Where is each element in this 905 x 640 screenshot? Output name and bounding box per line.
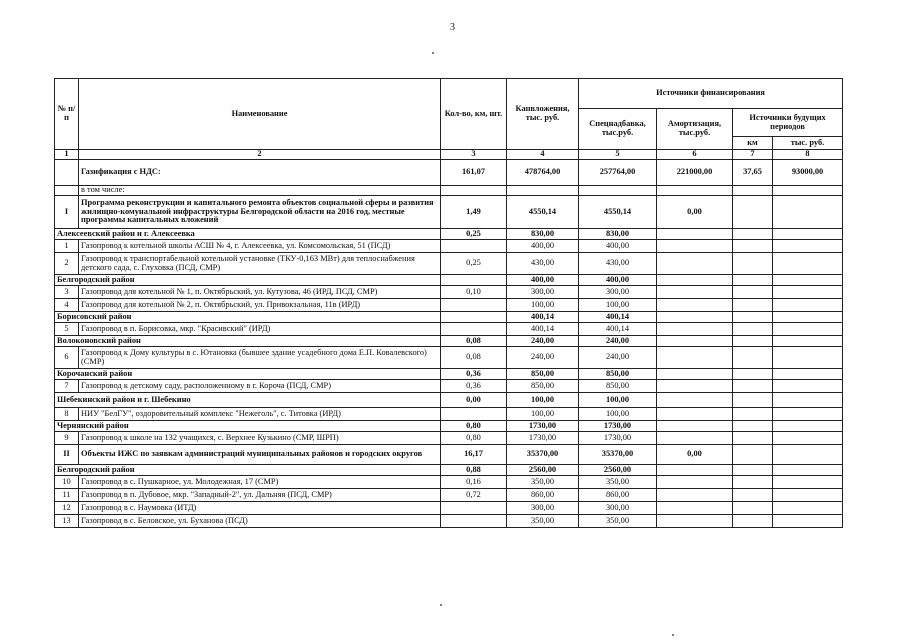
row-number: II xyxy=(55,445,79,465)
table-row xyxy=(55,160,843,186)
row-number: I xyxy=(55,196,79,229)
row-surcharge: 4550,14 xyxy=(579,196,657,229)
row-surcharge: 100,00 xyxy=(579,299,657,312)
row-future-km xyxy=(733,465,773,476)
row-amortization xyxy=(657,240,733,253)
row-future-km xyxy=(733,432,773,445)
row-future-km xyxy=(733,299,773,312)
row-number: 7 xyxy=(55,380,79,393)
row-investment: 300,00 xyxy=(507,502,579,515)
row-future-km xyxy=(733,253,773,275)
row-future-km xyxy=(733,229,773,240)
table-row xyxy=(55,240,843,253)
row-future-sum xyxy=(773,240,843,253)
row-quantity: 16,17 xyxy=(441,445,507,465)
row-investment: 478764,00 xyxy=(507,160,579,186)
row-future-km xyxy=(733,421,773,432)
row-name: Программа реконструкции и капитального ремонта объектов социальной сферы и развития жилищно-комунальной инфраструктуры Белгородской области на 2016 год, местные программы капитальных вложений xyxy=(79,196,441,229)
table-row xyxy=(55,432,843,445)
row-investment: 100,00 xyxy=(507,408,579,421)
row-quantity: 0,36 xyxy=(441,380,507,393)
row-future-sum: 93000,00 xyxy=(773,160,843,186)
row-future-km xyxy=(733,515,773,528)
row-investment: 100,00 xyxy=(507,299,579,312)
row-name: Газопровод в с. Пушкарное, ул. Молодежная, 17 (СМР) xyxy=(79,476,441,489)
table-row xyxy=(55,275,843,286)
row-quantity: 161,07 xyxy=(441,160,507,186)
table-row xyxy=(55,489,843,502)
table-row xyxy=(55,336,843,347)
row-name: Газопровод для котельной № 1, п. Октябрьский, ул. Кутузова, 46 (ИРД, ПСД, СМР) xyxy=(79,286,441,299)
table-row xyxy=(55,421,843,432)
row-future-km xyxy=(733,445,773,465)
col-number: 5 xyxy=(579,150,657,160)
row-surcharge: 300,00 xyxy=(579,502,657,515)
row-quantity xyxy=(441,323,507,336)
row-quantity: 0,25 xyxy=(441,229,507,240)
row-investment: 4550,14 xyxy=(507,196,579,229)
row-surcharge: 860,00 xyxy=(579,489,657,502)
row-future-sum xyxy=(773,299,843,312)
district-name: Волоконовский район xyxy=(55,336,441,347)
row-amortization xyxy=(657,393,733,408)
table-row xyxy=(55,393,843,408)
row-surcharge: 830,00 xyxy=(579,229,657,240)
row-surcharge: 240,00 xyxy=(579,336,657,347)
row-amortization xyxy=(657,336,733,347)
row-quantity xyxy=(441,299,507,312)
row-quantity xyxy=(441,240,507,253)
row-future-km xyxy=(733,196,773,229)
row-number xyxy=(55,160,79,186)
district-name: Белгородский район xyxy=(55,465,441,476)
header-invest: Капвложения, тыс. руб. xyxy=(507,79,579,150)
row-surcharge: 2560,00 xyxy=(579,465,657,476)
header-km: км xyxy=(733,137,773,150)
row-future-km xyxy=(733,380,773,393)
row-name: НИУ "БелГУ", оздоровительный комплекс "Нежеголь", с. Титовка (ИРД) xyxy=(79,408,441,421)
row-quantity: 0,16 xyxy=(441,476,507,489)
row-future-sum xyxy=(773,421,843,432)
row-surcharge: 400,14 xyxy=(579,312,657,323)
row-investment: 350,00 xyxy=(507,515,579,528)
row-surcharge: 240,00 xyxy=(579,347,657,369)
row-quantity: 0,80 xyxy=(441,432,507,445)
row-name: Газопровод в п. Борисовка, мкр. "Красивский" (ИРД) xyxy=(79,323,441,336)
row-investment: 350,00 xyxy=(507,476,579,489)
row-investment: 400,00 xyxy=(507,240,579,253)
row-amortization: 0,00 xyxy=(657,196,733,229)
row-investment: 400,14 xyxy=(507,323,579,336)
row-number: 4 xyxy=(55,299,79,312)
row-amortization xyxy=(657,489,733,502)
row-surcharge: 350,00 xyxy=(579,515,657,528)
row-future-km: 37,65 xyxy=(733,160,773,186)
row-quantity xyxy=(441,408,507,421)
scan-speck xyxy=(432,52,434,54)
row-surcharge: 850,00 xyxy=(579,380,657,393)
row-future-km xyxy=(733,369,773,380)
row-future-sum xyxy=(773,489,843,502)
table-row xyxy=(55,312,843,323)
row-future-sum xyxy=(773,286,843,299)
row-name: Объекты ИЖС по заявкам администраций муниципальных районов и городских округов xyxy=(79,445,441,465)
scan-speck xyxy=(672,634,674,636)
row-surcharge: 430,00 xyxy=(579,253,657,275)
row-number: 11 xyxy=(55,489,79,502)
row-future-km xyxy=(733,489,773,502)
row-amortization xyxy=(657,186,733,196)
row-surcharge: 300,00 xyxy=(579,286,657,299)
row-future-sum xyxy=(773,186,843,196)
row-quantity xyxy=(441,502,507,515)
row-name: Газопровод для котельной № 2, п. Октябрьский, ул. Привокзальная, 11в (ИРД) xyxy=(79,299,441,312)
table-row xyxy=(55,253,843,275)
row-future-km xyxy=(733,347,773,369)
row-amortization xyxy=(657,369,733,380)
row-surcharge: 257764,00 xyxy=(579,160,657,186)
row-investment: 850,00 xyxy=(507,380,579,393)
row-future-km xyxy=(733,502,773,515)
district-name: Алексеевский район и г. Алексеевка xyxy=(55,229,441,240)
row-number: 12 xyxy=(55,502,79,515)
table-row xyxy=(55,445,843,465)
row-surcharge: 400,00 xyxy=(579,240,657,253)
header-surcharge: Спецнадбавка, тыс.руб. xyxy=(579,109,657,150)
row-future-sum xyxy=(773,380,843,393)
row-number: 13 xyxy=(55,515,79,528)
row-investment: 2560,00 xyxy=(507,465,579,476)
table-row xyxy=(55,515,843,528)
row-future-sum xyxy=(773,445,843,465)
row-amortization xyxy=(657,229,733,240)
table-row xyxy=(55,286,843,299)
row-investment: 430,00 xyxy=(507,253,579,275)
header-future-periods: Источники будущих периодов xyxy=(733,109,843,137)
row-future-sum xyxy=(773,432,843,445)
col-number: 6 xyxy=(657,150,733,160)
row-amortization xyxy=(657,465,733,476)
row-future-sum xyxy=(773,476,843,489)
row-investment: 35370,00 xyxy=(507,445,579,465)
table-row xyxy=(55,476,843,489)
scan-speck xyxy=(440,604,442,606)
row-surcharge: 100,00 xyxy=(579,393,657,408)
row-amortization xyxy=(657,323,733,336)
row-amortization xyxy=(657,476,733,489)
row-future-sum xyxy=(773,369,843,380)
row-amortization xyxy=(657,432,733,445)
row-name: Газопровод к транспортабельной котельной установке (ТКУ-0,163 МВт) для теплоснабжения детского сада, с. Глуховка (ПСД, СМР) xyxy=(79,253,441,275)
row-future-km xyxy=(733,275,773,286)
row-quantity: 0,25 xyxy=(441,253,507,275)
row-number: 3 xyxy=(55,286,79,299)
header-trub: тыс. руб. xyxy=(773,137,843,150)
row-investment: 400,14 xyxy=(507,312,579,323)
col-number: 1 xyxy=(55,150,79,160)
row-future-km xyxy=(733,408,773,421)
col-number: 3 xyxy=(441,150,507,160)
row-quantity: 0,88 xyxy=(441,465,507,476)
row-future-sum xyxy=(773,275,843,286)
row-investment: 100,00 xyxy=(507,393,579,408)
row-number: 9 xyxy=(55,432,79,445)
row-future-sum xyxy=(773,502,843,515)
row-name: Газопровод в с. Наумовка (ИТД) xyxy=(79,502,441,515)
table-row xyxy=(55,380,843,393)
table-row xyxy=(55,229,843,240)
row-number xyxy=(55,186,79,196)
district-name: Корочанский район xyxy=(55,369,441,380)
row-investment: 240,00 xyxy=(507,336,579,347)
row-investment xyxy=(507,186,579,196)
row-future-sum xyxy=(773,515,843,528)
row-amortization xyxy=(657,380,733,393)
row-investment: 860,00 xyxy=(507,489,579,502)
row-amortization xyxy=(657,421,733,432)
row-future-sum xyxy=(773,465,843,476)
row-name: Газопровод к детскому саду, расположенному в г. Короча (ПСД, СМР) xyxy=(79,380,441,393)
row-investment: 300,00 xyxy=(507,286,579,299)
district-name: Борисовский район xyxy=(55,312,441,323)
col-number: 8 xyxy=(773,150,843,160)
page-number: 3 xyxy=(450,22,455,33)
col-number: 2 xyxy=(79,150,441,160)
row-future-sum xyxy=(773,253,843,275)
row-amortization xyxy=(657,515,733,528)
row-amortization xyxy=(657,275,733,286)
row-number: 1 xyxy=(55,240,79,253)
row-quantity: 0,10 xyxy=(441,286,507,299)
row-surcharge: 35370,00 xyxy=(579,445,657,465)
row-quantity: 0,00 xyxy=(441,393,507,408)
financing-table xyxy=(54,78,843,528)
row-amortization: 0,00 xyxy=(657,445,733,465)
row-quantity: 1,49 xyxy=(441,196,507,229)
table-row xyxy=(55,369,843,380)
header-qty: Кол-во, км, шт. xyxy=(441,79,507,150)
row-investment: 1730,00 xyxy=(507,421,579,432)
row-future-sum xyxy=(773,196,843,229)
district-name: Чернянский район xyxy=(55,421,441,432)
row-surcharge xyxy=(579,186,657,196)
row-amortization xyxy=(657,286,733,299)
row-name: Газопровод к школе на 132 учащихся, с. Верхнее Кузькино (СМР, ШРП) xyxy=(79,432,441,445)
table-row xyxy=(55,408,843,421)
row-quantity: 0,80 xyxy=(441,421,507,432)
table-row xyxy=(55,465,843,476)
header-name: Наименование xyxy=(79,79,441,150)
row-quantity: 0,72 xyxy=(441,489,507,502)
row-future-sum xyxy=(773,393,843,408)
row-future-km xyxy=(733,312,773,323)
row-quantity xyxy=(441,275,507,286)
col-number: 7 xyxy=(733,150,773,160)
row-future-sum xyxy=(773,347,843,369)
row-amortization xyxy=(657,408,733,421)
row-amortization xyxy=(657,502,733,515)
column-number-row xyxy=(55,150,843,160)
row-quantity: 0,08 xyxy=(441,347,507,369)
table-row xyxy=(55,196,843,229)
row-future-km xyxy=(733,393,773,408)
row-future-km xyxy=(733,240,773,253)
row-amortization xyxy=(657,299,733,312)
row-investment: 400,00 xyxy=(507,275,579,286)
row-future-km xyxy=(733,476,773,489)
row-future-sum xyxy=(773,408,843,421)
col-number: 4 xyxy=(507,150,579,160)
row-number: 6 xyxy=(55,347,79,369)
row-number: 8 xyxy=(55,408,79,421)
table-row xyxy=(55,323,843,336)
row-future-km xyxy=(733,186,773,196)
row-surcharge: 400,14 xyxy=(579,323,657,336)
row-surcharge: 1730,00 xyxy=(579,432,657,445)
row-future-km xyxy=(733,323,773,336)
table-row xyxy=(55,186,843,196)
row-name: Газопровод в с. Беловское, ул. Буханова (ПСД) xyxy=(79,515,441,528)
district-name: Шебекинский район и г. Шебекино xyxy=(55,393,441,408)
row-surcharge: 100,00 xyxy=(579,408,657,421)
row-number: 5 xyxy=(55,323,79,336)
row-investment: 1730,00 xyxy=(507,432,579,445)
table-row xyxy=(55,347,843,369)
table-row xyxy=(55,299,843,312)
table-row xyxy=(55,502,843,515)
district-name: Белгородский район xyxy=(55,275,441,286)
row-future-sum xyxy=(773,336,843,347)
row-amortization xyxy=(657,253,733,275)
row-name: Газопровод к Дому культуры в с. Ютановка (бывшее здание усадебного дома Е.П. Ковалевского) (СМР) xyxy=(79,347,441,369)
row-surcharge: 1730,00 xyxy=(579,421,657,432)
row-name: Газопровод к котельной школы АСШ № 4, г. Алексеевка, ул. Комсомольская, 51 (ПСД) xyxy=(79,240,441,253)
header-amortization: Амортизация, тыс.руб. xyxy=(657,109,733,150)
row-future-km xyxy=(733,336,773,347)
row-future-sum xyxy=(773,229,843,240)
row-number: 2 xyxy=(55,253,79,275)
row-amortization xyxy=(657,312,733,323)
row-name: Газопровод в п. Дубовое, мкр. "Западный-2", ул. Дальняя (ПСД, СМР) xyxy=(79,489,441,502)
row-name: в том числе: xyxy=(79,186,441,196)
header-sources: Источники финансирования xyxy=(579,79,843,109)
row-surcharge: 400,00 xyxy=(579,275,657,286)
row-future-sum xyxy=(773,312,843,323)
row-number: 10 xyxy=(55,476,79,489)
row-name: Газификация с НДС: xyxy=(79,160,441,186)
row-investment: 850,00 xyxy=(507,369,579,380)
row-surcharge: 850,00 xyxy=(579,369,657,380)
row-future-sum xyxy=(773,323,843,336)
row-investment: 830,00 xyxy=(507,229,579,240)
row-quantity: 0,08 xyxy=(441,336,507,347)
row-quantity xyxy=(441,186,507,196)
row-future-km xyxy=(733,286,773,299)
row-quantity xyxy=(441,312,507,323)
row-amortization xyxy=(657,347,733,369)
row-quantity: 0,36 xyxy=(441,369,507,380)
header-num: № п/п xyxy=(55,79,79,150)
row-investment: 240,00 xyxy=(507,347,579,369)
row-surcharge: 350,00 xyxy=(579,476,657,489)
row-amortization: 221000,00 xyxy=(657,160,733,186)
row-quantity xyxy=(441,515,507,528)
